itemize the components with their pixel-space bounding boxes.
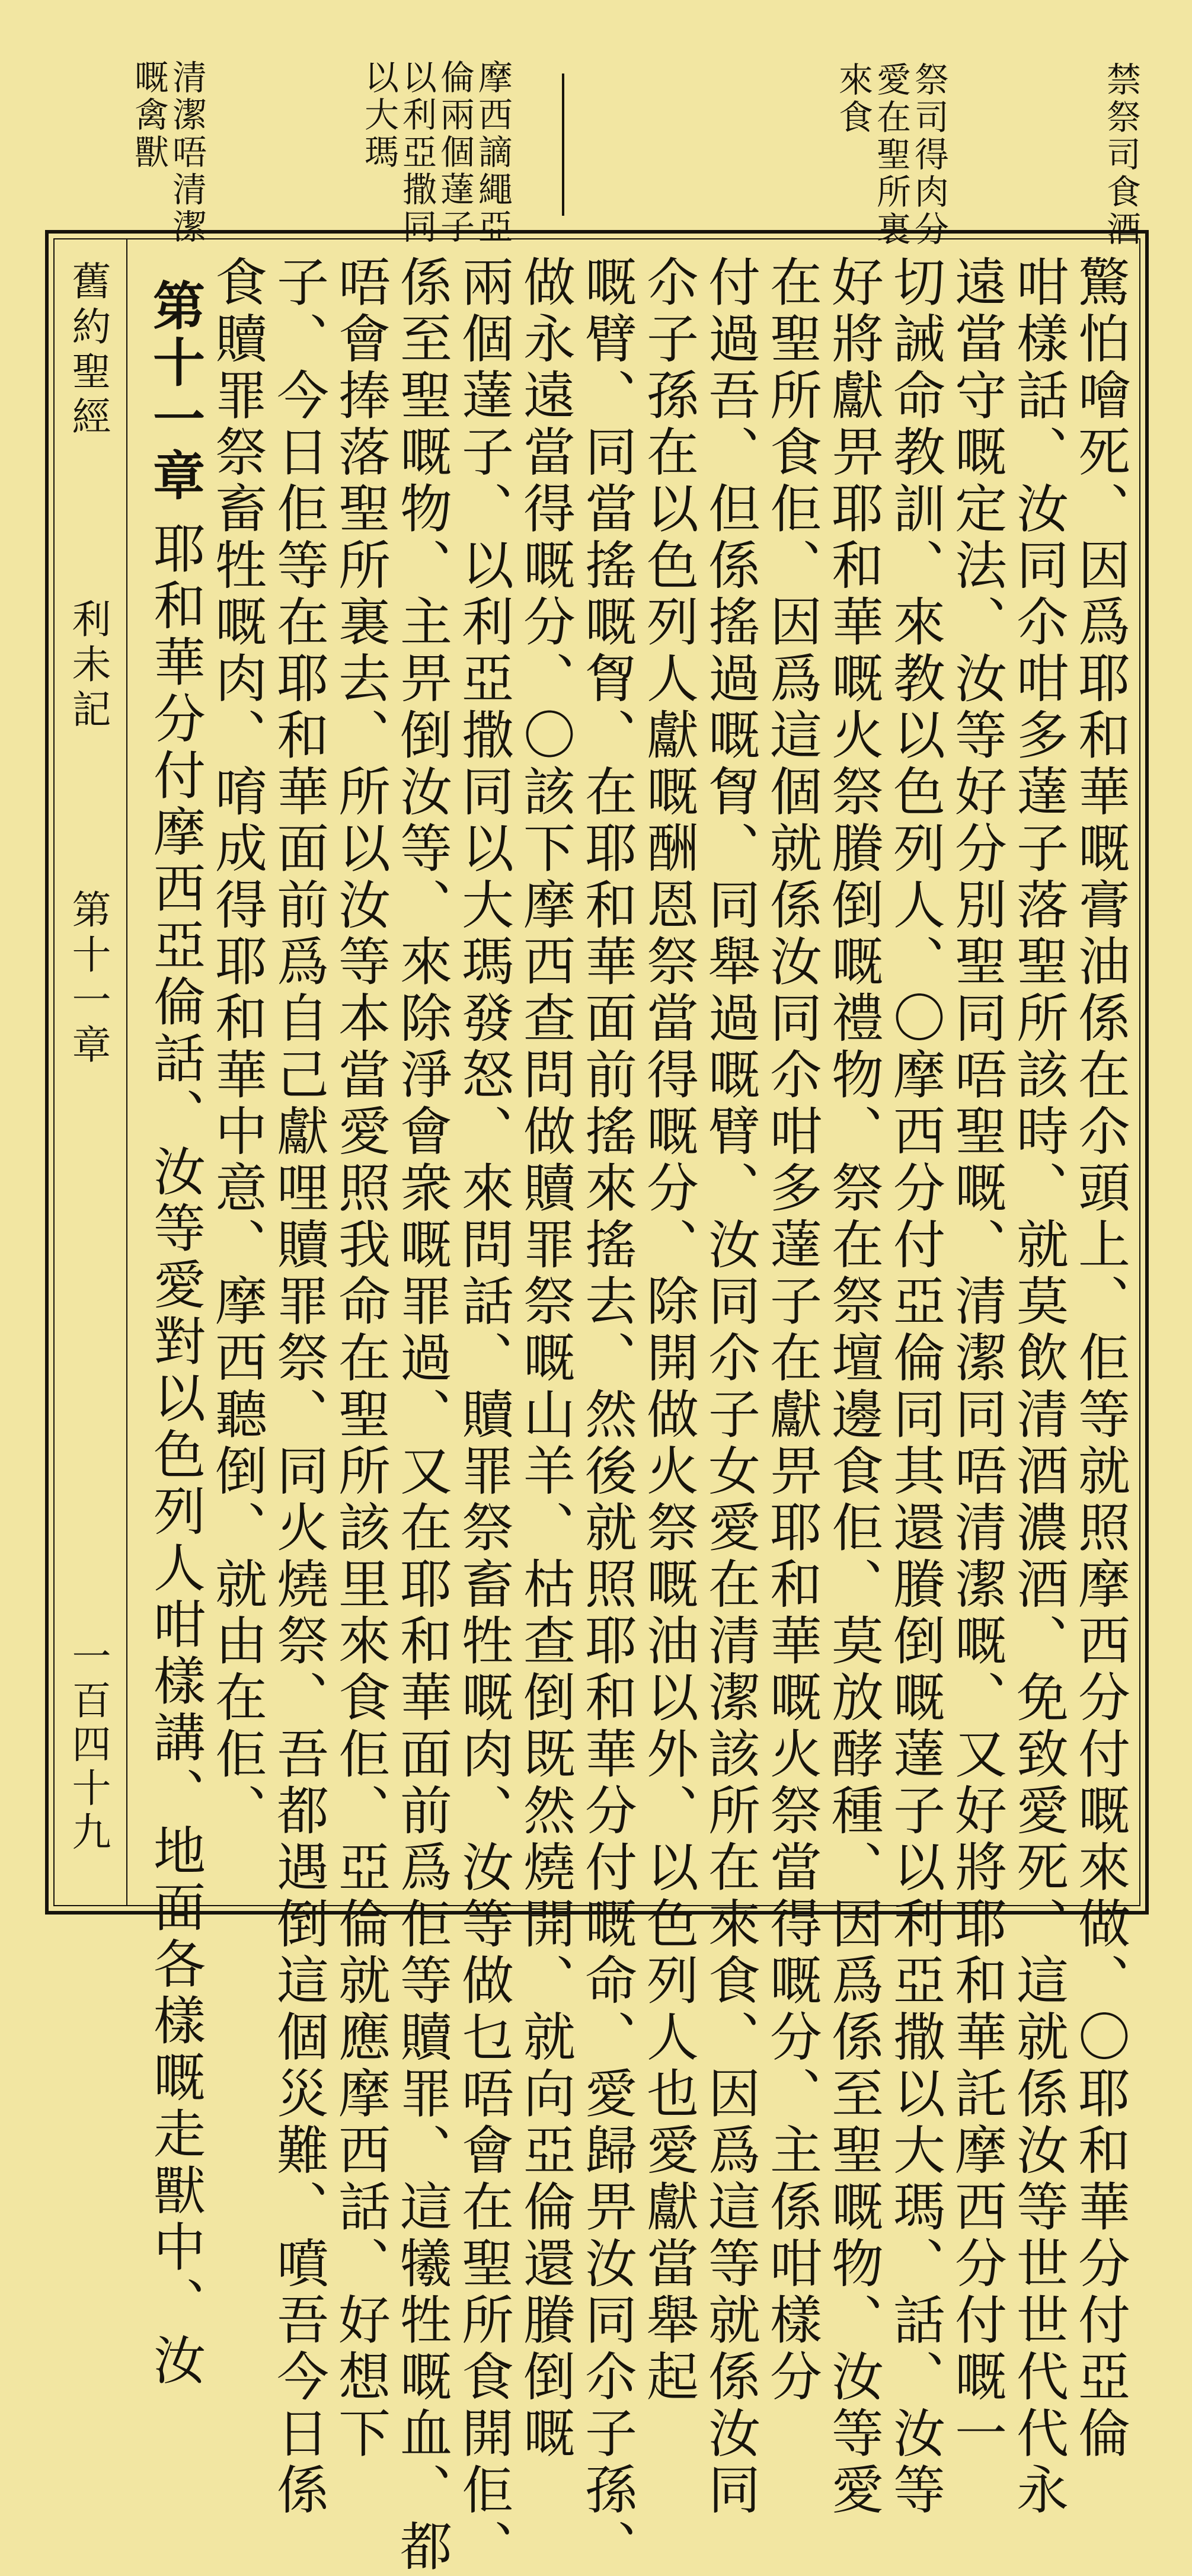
margin-note-line: 摩西謫繩亞 — [472, 59, 513, 246]
margin-note — [359, 59, 513, 246]
body-column: 付過吾、但係搖過嘅胷、同舉過嘅臂、汝同尒子女愛在清潔該所在來食、因爲這等就係汝同 — [700, 255, 761, 2519]
margin-note — [833, 62, 949, 248]
running-header-chapter: 第十一章 — [65, 889, 111, 1069]
body-column: 遠當守嘅定法、汝等好分別聖同唔聖嘅、清潔同唔清潔嘅、又好將耶和華託摩西分付嘅一 — [947, 255, 1008, 2463]
margin-bracket — [562, 73, 564, 216]
header-rule — [126, 238, 127, 1906]
margin-note — [129, 59, 207, 246]
body-column: 切誡命教訓、來教以色列人、〇摩西分付亞倫同其還賸倒嘅薘子以利亞撒以大瑪、話、汝等 — [885, 255, 946, 2519]
chapter-first-line: 耶和華分付摩西亞倫話、汝等愛對以色列人咁樣講、地面各樣嘅走獸中、汝 — [145, 522, 206, 2390]
margin-note-line: 禁祭司食酒 — [1101, 62, 1141, 248]
body-column: 咁樣話、汝同尒咁多薘子落聖所該時、就莫飲清酒濃酒、免致愛死、這就係汝等世世代代永 — [1008, 255, 1069, 2519]
body-column: 好將獻畀耶和華嘅火祭賸倒嘅禮物、祭在祭壇邊食佢、莫放酵種、因爲係至聖嘅物、汝等愛 — [823, 255, 884, 2519]
margin-note-line: 來食 — [833, 62, 873, 136]
body-column: 在聖所食佢、因爲這個就係汝同尒咁多薘子在獻畀耶和華嘅火祭當得嘅分、主係咁樣分 — [762, 255, 823, 2406]
margin-note-line: 以利亞撒同 — [397, 59, 437, 246]
body-column: 做永遠當得嘅分、〇該下摩西查問做贖罪祭嘅山羊、枯查倒既然燒開、就向亞倫還賸倒嘅 — [515, 255, 576, 2463]
page-number: 一百四十九 — [65, 1636, 111, 1855]
body-column: 子、今日佢等在耶和華面前爲自己獻哩贖罪祭、同火燒祭、吾都遇倒這個災難、噴吾今日係 — [269, 255, 330, 2519]
body-column: 尒子孫在以色列人獻嘅酬恩祭當得嘅分、除開做火祭嘅油以外、以色列人也愛獻當舉起 — [638, 255, 699, 2406]
margin-note-line: 以大瑪 — [359, 59, 399, 171]
running-header-section: 利未記 — [65, 599, 111, 734]
body-column: 係至聖嘅物、主畀倒汝等、來除淨會衆嘅罪過、又在耶和華面前爲佢等贖罪、這犧牲嘅血、都 — [392, 255, 453, 2576]
body-column: 食贖罪祭畜牲嘅肉、唷成得耶和華中意、摩西聽倒、就由在佢、 — [207, 255, 268, 1840]
body-column: 兩個薘子、以利亞撒同以大瑪發怒、來問話、贖罪祭畜牲嘅肉、汝等做乜唔會在聖所食開佢、 — [453, 255, 514, 2576]
body-column: 嘅臂、同當搖嘅胷、在耶和華面前搖來搖去、然後就照耶和華分付嘅命、愛歸畀汝同尒子孫、 — [577, 255, 638, 2576]
margin-note-line: 愛在聖所裏 — [871, 62, 911, 248]
margin-note — [1101, 62, 1141, 248]
margin-note-line: 倫兩個薘子 — [434, 59, 475, 246]
margin-note-line: 嘅禽獸 — [129, 59, 169, 171]
body-column: 唔會捧落聖所裏去、所以汝等本當愛照我命在聖所該里來食佢、亞倫就應摩西話、好想下 — [330, 255, 391, 2463]
running-header-book: 舊約聖經 — [65, 261, 111, 441]
margin-note-line: 祭司得肉分 — [909, 62, 949, 248]
body-column: 驚怕噲死、因爲耶和華嘅膏油係在尒頭上、佢等就照摩西分付嘅來做、〇耶和華分付亞倫 — [1070, 255, 1131, 2463]
margin-note-line: 清潔唔清潔 — [167, 59, 207, 246]
chapter-heading: 第十一章 — [145, 279, 206, 505]
